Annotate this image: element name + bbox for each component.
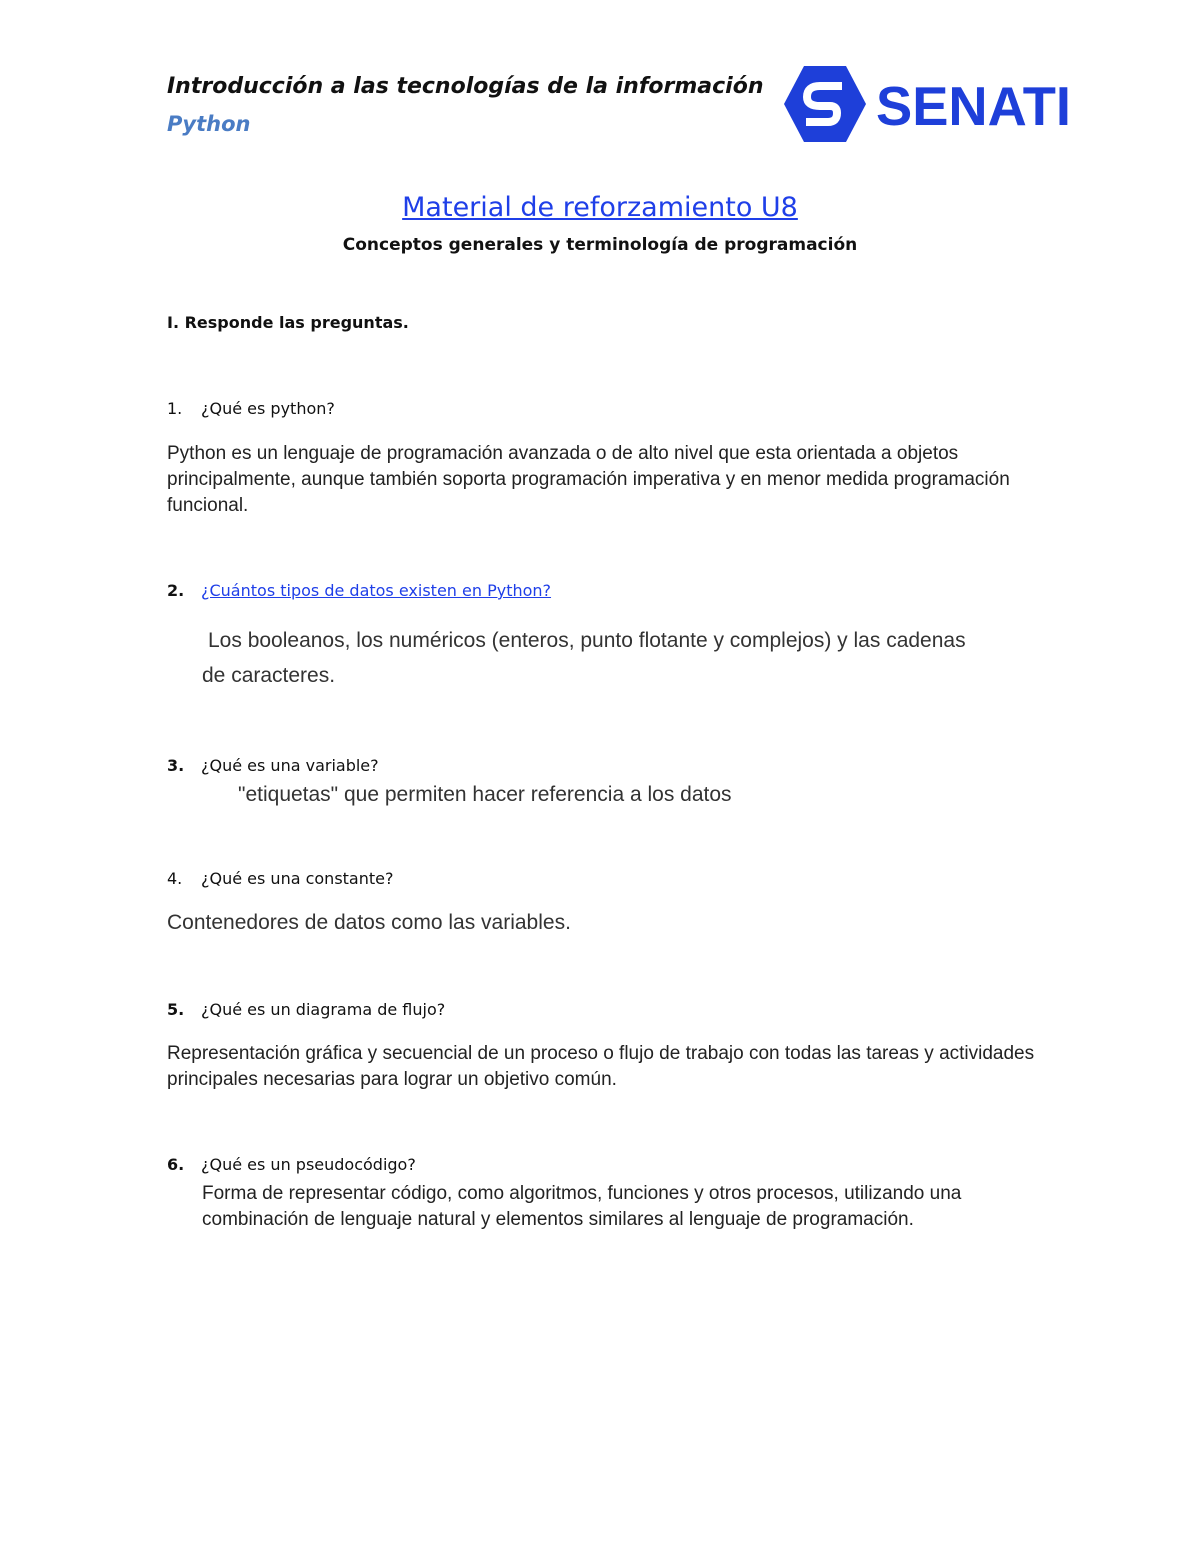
document-title: Material de reforzamiento U8	[402, 192, 798, 223]
answer-5: Representación gráfica y secuencial de un proceso o flujo de trabajo con todas las tareas y actividades principales necesarias para lograr un objetivo común.	[167, 1043, 1035, 1090]
question-1	[167, 399, 335, 418]
question-number: 4.	[167, 869, 183, 888]
question-text: ¿Qué es python?	[201, 399, 335, 418]
answer-3: "etiquetas" que permiten hacer referencia a los datos	[238, 783, 732, 806]
question-link[interactable]: ¿Cuántos tipos de datos existen en Python?	[201, 581, 552, 600]
question-5	[167, 1000, 445, 1019]
question-number: 2.	[167, 581, 185, 600]
question-3	[167, 756, 379, 775]
answer-6: Forma de representar código, como algoritmos, funciones y otros procesos, utilizando una combinación de lenguaje natural y elementos similares al lenguaje de programación.	[202, 1183, 962, 1230]
senati-logo	[780, 62, 1076, 146]
question-text: ¿Qué es un pseudocódigo?	[201, 1155, 416, 1174]
question-number: 3.	[167, 756, 185, 775]
answer-4: Contenedores de datos como las variables.	[167, 911, 571, 934]
question-number: 1.	[167, 399, 183, 418]
course-title: Introducción a las tecnologías de la información	[167, 74, 764, 99]
answer-2: Los booleanos, los numéricos (enteros, punto flotante y complejos) y las cadenas de caracteres.	[202, 629, 966, 687]
section-heading: I. Responde las preguntas.	[167, 313, 409, 332]
answer-1: Python es un lenguaje de programación avanzada o de alto nivel que esta orientada a objetos principalmente, aunque también soporta programación imperativa y en menor medida programación funcional.	[167, 443, 1010, 516]
question-text: ¿Qué es una variable?	[201, 756, 379, 775]
logo-text: SENATI	[876, 75, 1071, 137]
question-6	[167, 1155, 416, 1174]
question-2	[167, 581, 551, 600]
question-text: ¿Qué es un diagrama de flujo?	[201, 1000, 446, 1019]
question-number: 6.	[167, 1155, 185, 1174]
question-4	[167, 869, 393, 888]
senati-logo-icon	[780, 62, 1076, 146]
question-number: 5.	[167, 1000, 185, 1019]
document-subtitle: Conceptos generales y terminología de programación	[342, 235, 858, 255]
question-text: ¿Qué es una constante?	[201, 869, 394, 888]
course-subtitle: Python	[167, 112, 251, 136]
